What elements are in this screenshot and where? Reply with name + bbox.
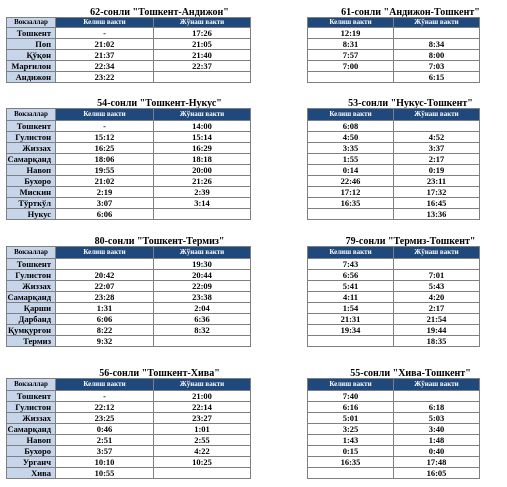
station-name: Тошкент <box>7 28 56 39</box>
schedule-table <box>6 17 480 83</box>
table-row <box>7 121 480 132</box>
departure-time: 2:55 <box>154 435 251 446</box>
column-gap <box>251 143 308 154</box>
arrival-header: Келиш вакти <box>308 247 394 259</box>
arrival-time: 22:07 <box>56 281 154 292</box>
departure-header: Жўнаш вакти <box>154 18 251 28</box>
arrival-time: - <box>56 28 154 39</box>
arrival-time: 21:31 <box>308 314 394 325</box>
arrival-time: 23:28 <box>56 292 154 303</box>
station-name: Бухоро <box>7 176 56 187</box>
station-name: Навоп <box>7 165 56 176</box>
departure-time: 0:40 <box>394 446 480 457</box>
station-name: Термиз <box>7 336 56 347</box>
departure-time: 21:40 <box>154 50 251 61</box>
arrival-time: - <box>56 391 154 402</box>
station-column-header: Вокзаллар <box>7 247 56 259</box>
departure-time: 5:03 <box>394 413 480 424</box>
column-gap <box>251 18 308 28</box>
table-row <box>7 176 480 187</box>
right-train-title: 53-сонли "Нукус-Тошкент" <box>348 98 473 109</box>
station-name: Самарқанд <box>7 154 56 165</box>
departure-time: 17:32 <box>394 187 480 198</box>
departure-time: 16:29 <box>154 143 251 154</box>
table-row <box>7 314 480 325</box>
table-row <box>7 468 480 479</box>
schedule-table <box>6 108 480 220</box>
arrival-time: 22:12 <box>56 402 154 413</box>
arrival-time: 10:55 <box>56 468 154 479</box>
column-gap <box>251 154 308 165</box>
station-name: Тошкент <box>7 391 56 402</box>
arrival-time: 0:15 <box>308 446 394 457</box>
departure-time <box>394 28 480 39</box>
departure-time: 0:19 <box>394 165 480 176</box>
column-gap <box>251 402 308 413</box>
departure-time: 3:40 <box>394 424 480 435</box>
departure-time: 1:48 <box>394 435 480 446</box>
departure-header: Жўнаш вакти <box>154 109 251 121</box>
arrival-time: 22:34 <box>56 61 154 72</box>
station-column-header: Вокзаллар <box>7 109 56 121</box>
arrival-time: 6:06 <box>56 314 154 325</box>
arrival-time: 3:07 <box>56 198 154 209</box>
arrival-time: 2:51 <box>56 435 154 446</box>
column-gap <box>251 325 308 336</box>
arrival-time: 8:22 <box>56 325 154 336</box>
station-column-header: Вокзаллар <box>7 18 56 28</box>
departure-time: 4:52 <box>394 132 480 143</box>
arrival-time: 0:46 <box>56 424 154 435</box>
departure-time: 19:44 <box>394 325 480 336</box>
arrival-time: 6:56 <box>308 270 394 281</box>
station-name: Хива <box>7 468 56 479</box>
departure-time: 8:00 <box>394 50 480 61</box>
station-name: Тошкент <box>7 259 56 270</box>
right-train-title: 79-сонли "Термиз-Тошкент" <box>345 236 476 247</box>
departure-time <box>154 468 251 479</box>
arrival-time: 23:25 <box>56 413 154 424</box>
departure-time: 17:26 <box>154 28 251 39</box>
departure-time: 2:04 <box>154 303 251 314</box>
departure-time: 13:36 <box>394 209 480 220</box>
left-train-title: 56-сонли "Тошкент-Хива" <box>99 368 220 379</box>
departure-header: Жўнаш вакти <box>394 109 480 121</box>
timetable-section <box>6 364 497 478</box>
column-gap <box>251 446 308 457</box>
arrival-header: Келиш вакти <box>308 18 394 28</box>
station-name: Бухоро <box>7 446 56 457</box>
arrival-time: 6:08 <box>308 121 394 132</box>
departure-time <box>154 72 251 83</box>
departure-header: Жўнаш вакти <box>394 18 480 28</box>
table-row <box>7 325 480 336</box>
column-gap <box>251 50 308 61</box>
station-name: Жиззах <box>7 281 56 292</box>
departure-time: 1:01 <box>154 424 251 435</box>
arrival-time: 10:10 <box>56 457 154 468</box>
column-gap <box>251 413 308 424</box>
departure-time: 15:14 <box>154 132 251 143</box>
table-row <box>7 446 480 457</box>
table-row <box>7 28 480 39</box>
arrival-time <box>308 72 394 83</box>
departure-time: 21:54 <box>394 314 480 325</box>
table-row <box>7 270 480 281</box>
table-row <box>7 39 480 50</box>
departure-time: 23:27 <box>154 413 251 424</box>
station-name: Гулистон <box>7 132 56 143</box>
station-name: Тошкент <box>7 121 56 132</box>
table-row <box>7 132 480 143</box>
departure-time: 4:20 <box>394 292 480 303</box>
arrival-time: 0:14 <box>308 165 394 176</box>
column-gap <box>251 292 308 303</box>
arrival-time: 4:50 <box>308 132 394 143</box>
station-name: Самарқанд <box>7 292 56 303</box>
departure-time: 5:43 <box>394 281 480 292</box>
column-gap <box>251 391 308 402</box>
table-row <box>7 187 480 198</box>
arrival-time: 7:43 <box>308 259 394 270</box>
departure-time: 2:39 <box>154 187 251 198</box>
arrival-time: 21:02 <box>56 176 154 187</box>
departure-time: 22:09 <box>154 281 251 292</box>
column-gap <box>251 379 308 391</box>
departure-time: 6:15 <box>394 72 480 83</box>
arrival-time <box>56 259 154 270</box>
departure-time: 8:34 <box>394 39 480 50</box>
arrival-time: 8:31 <box>308 39 394 50</box>
column-gap <box>251 247 308 259</box>
departure-time: 22:14 <box>154 402 251 413</box>
departure-time: 21:26 <box>154 176 251 187</box>
station-name: Гулистон <box>7 270 56 281</box>
timetable-section <box>6 232 497 346</box>
arrival-time: 1:43 <box>308 435 394 446</box>
arrival-time: 5:01 <box>308 413 394 424</box>
right-train-title: 55-сонли "Хива-Тошкент" <box>350 368 471 379</box>
table-row <box>7 424 480 435</box>
column-gap <box>251 435 308 446</box>
arrival-time: 2:19 <box>56 187 154 198</box>
column-gap <box>251 187 308 198</box>
departure-time: 23:11 <box>394 176 480 187</box>
column-gap <box>251 176 308 187</box>
column-gap <box>251 281 308 292</box>
departure-time: 18:18 <box>154 154 251 165</box>
arrival-time: 19:55 <box>56 165 154 176</box>
station-name: Андижон <box>7 72 56 83</box>
departure-time: 18:35 <box>394 336 480 347</box>
arrival-time: 15:12 <box>56 132 154 143</box>
arrival-time: 18:06 <box>56 154 154 165</box>
column-gap <box>251 28 308 39</box>
departure-time <box>154 209 251 220</box>
column-gap <box>251 72 308 83</box>
departure-time: 3:14 <box>154 198 251 209</box>
column-gap <box>251 259 308 270</box>
station-name: Дарбанд <box>7 314 56 325</box>
departure-time: 6:18 <box>394 402 480 413</box>
column-gap <box>251 39 308 50</box>
arrival-time: 1:31 <box>56 303 154 314</box>
schedule-table <box>6 378 480 479</box>
departure-time: 6:36 <box>154 314 251 325</box>
arrival-time: 9:32 <box>56 336 154 347</box>
departure-time: 21:05 <box>154 39 251 50</box>
arrival-time: 21:02 <box>56 39 154 50</box>
column-gap <box>251 270 308 281</box>
station-name: Гулистон <box>7 402 56 413</box>
station-name: Урганч <box>7 457 56 468</box>
arrival-time: 7:00 <box>308 61 394 72</box>
departure-time: 7:01 <box>394 270 480 281</box>
arrival-time: 6:16 <box>308 402 394 413</box>
departure-time: 8:32 <box>154 325 251 336</box>
arrival-time <box>308 468 394 479</box>
station-name: Қумқурғон <box>7 325 56 336</box>
column-gap <box>251 121 308 132</box>
departure-header: Жўнаш вакти <box>394 379 480 391</box>
arrival-time: 6:06 <box>56 209 154 220</box>
departure-time: 16:45 <box>394 198 480 209</box>
column-gap <box>251 314 308 325</box>
table-row <box>7 303 480 314</box>
station-name: Самарқанд <box>7 424 56 435</box>
arrival-time: 17:12 <box>308 187 394 198</box>
arrival-time: 16:25 <box>56 143 154 154</box>
departure-time <box>154 336 251 347</box>
column-gap <box>251 61 308 72</box>
schedule-table <box>6 246 480 347</box>
table-row <box>7 391 480 402</box>
departure-time: 2:17 <box>394 154 480 165</box>
arrival-header: Келиш вакти <box>56 109 154 121</box>
column-gap <box>251 424 308 435</box>
arrival-header: Келиш вакти <box>56 379 154 391</box>
arrival-time: 22:46 <box>308 176 394 187</box>
column-gap <box>251 303 308 314</box>
arrival-time: 16:35 <box>308 457 394 468</box>
arrival-time: 20:42 <box>56 270 154 281</box>
departure-time: 17:48 <box>394 457 480 468</box>
departure-time: 10:25 <box>154 457 251 468</box>
arrival-time: 7:57 <box>308 50 394 61</box>
arrival-header: Келиш вакти <box>308 379 394 391</box>
departure-time: 20:44 <box>154 270 251 281</box>
departure-header: Жўнаш вакти <box>394 247 480 259</box>
station-name: Жиззах <box>7 413 56 424</box>
departure-time <box>394 391 480 402</box>
column-gap <box>251 468 308 479</box>
table-row <box>7 435 480 446</box>
arrival-header: Келиш вакти <box>56 247 154 259</box>
arrival-time: 16:35 <box>308 198 394 209</box>
arrival-time: 21:37 <box>56 50 154 61</box>
station-name: Жиззах <box>7 143 56 154</box>
arrival-time: 3:57 <box>56 446 154 457</box>
table-row <box>7 336 480 347</box>
departure-header: Жўнаш вакти <box>154 379 251 391</box>
arrival-time: 7:40 <box>308 391 394 402</box>
arrival-time: 3:25 <box>308 424 394 435</box>
arrival-time: 23:22 <box>56 72 154 83</box>
arrival-time: 12:19 <box>308 28 394 39</box>
arrival-time <box>308 209 394 220</box>
station-column-header: Вокзаллар <box>7 379 56 391</box>
departure-time: 14:00 <box>154 121 251 132</box>
table-row <box>7 402 480 413</box>
column-gap <box>251 209 308 220</box>
table-row <box>7 413 480 424</box>
table-row <box>7 259 480 270</box>
departure-time: 4:22 <box>154 446 251 457</box>
left-train-title: 80-сонли "Тошкент-Термиз" <box>94 236 225 247</box>
station-name: Тўрткўл <box>7 198 56 209</box>
arrival-time: 3:35 <box>308 143 394 154</box>
departure-time: 19:30 <box>154 259 251 270</box>
arrival-time: - <box>56 121 154 132</box>
table-row <box>7 457 480 468</box>
station-name: Навоп <box>7 435 56 446</box>
departure-time: 7:03 <box>394 61 480 72</box>
departure-time <box>394 259 480 270</box>
table-row <box>7 281 480 292</box>
arrival-header: Келиш вакти <box>56 18 154 28</box>
table-row <box>7 61 480 72</box>
arrival-time: 19:34 <box>308 325 394 336</box>
station-name: Нукус <box>7 209 56 220</box>
left-train-title: 54-сонли "Тошкент-Нукус" <box>97 98 222 109</box>
departure-time: 16:05 <box>394 468 480 479</box>
departure-time <box>394 121 480 132</box>
right-train-title: 61-сонли "Андижон-Тошкент" <box>341 7 480 18</box>
arrival-time <box>308 336 394 347</box>
timetable-section <box>6 94 497 219</box>
departure-time: 22:37 <box>154 61 251 72</box>
departure-time: 2:17 <box>394 303 480 314</box>
arrival-time: 1:54 <box>308 303 394 314</box>
arrival-time: 5:41 <box>308 281 394 292</box>
column-gap <box>251 198 308 209</box>
station-name: Поп <box>7 39 56 50</box>
arrival-time: 4:11 <box>308 292 394 303</box>
station-name: Мискин <box>7 187 56 198</box>
table-row <box>7 50 480 61</box>
left-train-title: 62-сонли "Тошкент-Андижон" <box>90 7 229 18</box>
station-name: Қўқон <box>7 50 56 61</box>
table-row <box>7 292 480 303</box>
table-row <box>7 198 480 209</box>
table-row <box>7 154 480 165</box>
timetable-section <box>6 3 497 82</box>
table-row <box>7 143 480 154</box>
departure-time: 21:00 <box>154 391 251 402</box>
column-gap <box>251 165 308 176</box>
table-row <box>7 165 480 176</box>
arrival-time: 1:55 <box>308 154 394 165</box>
departure-time: 23:38 <box>154 292 251 303</box>
column-gap <box>251 457 308 468</box>
station-name: Марғилон <box>7 61 56 72</box>
departure-time: 3:37 <box>394 143 480 154</box>
arrival-header: Келиш вакти <box>308 109 394 121</box>
table-row <box>7 72 480 83</box>
table-row <box>7 209 480 220</box>
column-gap <box>251 132 308 143</box>
departure-header: Жўнаш вакти <box>154 247 251 259</box>
departure-time: 20:00 <box>154 165 251 176</box>
column-gap <box>251 336 308 347</box>
column-gap <box>251 109 308 121</box>
station-name: Қарши <box>7 303 56 314</box>
